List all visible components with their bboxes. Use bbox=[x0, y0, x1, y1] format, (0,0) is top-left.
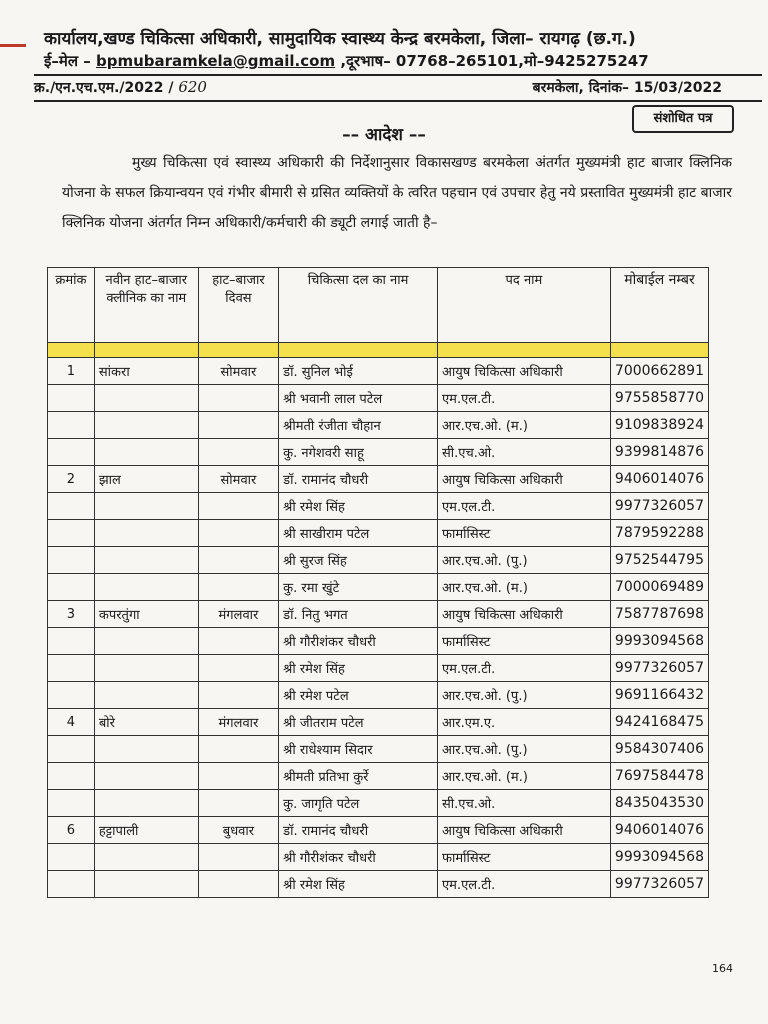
reference-row bbox=[34, 78, 762, 102]
post-cell: आर.एम.ए. bbox=[437, 709, 610, 736]
day-cell bbox=[198, 736, 278, 763]
post-cell: एम.एल.टी. bbox=[437, 493, 610, 520]
day-cell bbox=[198, 655, 278, 682]
mobile-cell: 9691166432 bbox=[610, 682, 708, 709]
table-row bbox=[48, 763, 709, 790]
serial-cell bbox=[48, 547, 95, 574]
clinic-cell bbox=[94, 520, 198, 547]
post-cell: आर.एच.ओ. (पु.) bbox=[437, 736, 610, 763]
team-member-cell: श्री रमेश सिंह bbox=[279, 493, 438, 520]
day-cell bbox=[198, 574, 278, 601]
day-cell: सोमवार bbox=[198, 358, 278, 385]
header-rule bbox=[34, 74, 762, 76]
clinic-cell bbox=[94, 790, 198, 817]
serial-cell bbox=[48, 574, 95, 601]
day-cell: मंगलवार bbox=[198, 709, 278, 736]
table-header-row bbox=[48, 268, 709, 343]
mobile-cell: 9977326057 bbox=[610, 655, 708, 682]
serial-cell bbox=[48, 655, 95, 682]
table-row bbox=[48, 439, 709, 466]
team-member-cell: श्री राधेश्याम सिदार bbox=[279, 736, 438, 763]
mobile-cell: 9977326057 bbox=[610, 493, 708, 520]
clinic-cell bbox=[94, 844, 198, 871]
day-cell bbox=[198, 682, 278, 709]
day-cell: बुधवार bbox=[198, 817, 278, 844]
clinic-cell bbox=[94, 574, 198, 601]
serial-cell: 6 bbox=[48, 817, 95, 844]
day-cell: मंगलवार bbox=[198, 601, 278, 628]
mobile-cell: 9406014076 bbox=[610, 817, 708, 844]
post-cell: आर.एच.ओ. (पु.) bbox=[437, 547, 610, 574]
paragraph-text: मुख्य चिकित्सा एवं स्वास्थ्य अधिकारी की निर्देशानुसार विकासखण्ड बरमकेला अंतर्गत मुख्यमंत्री हाट बाजार क्लिनिक योजना के सफल क्रियान्वयन एवं गंभीर बीमारी से ग्रसित व्यक्तियों के त्वरित पहचान एवं उपचार हेतु नये प्रस्तावित मुख्यमंत्री हाट बाजार क्लिनिक योजना अंतर्गत निम्न अधिकारी/कर्मचारी की ड्यूटी लगाई जाती है– bbox=[62, 155, 732, 231]
post-cell: फार्मासिस्ट bbox=[437, 844, 610, 871]
highlight-cell bbox=[610, 343, 708, 358]
table-row bbox=[48, 709, 709, 736]
team-member-cell: कु. रमा खुंटे bbox=[279, 574, 438, 601]
table-row bbox=[48, 412, 709, 439]
reference-number bbox=[34, 78, 207, 97]
clinic-cell bbox=[94, 385, 198, 412]
mobile-cell: 9424168475 bbox=[610, 709, 708, 736]
reference-prefix: क्र./एन.एच.एम./2022 / bbox=[34, 80, 174, 96]
serial-cell: 2 bbox=[48, 466, 95, 493]
mobile-cell: 9993094568 bbox=[610, 844, 708, 871]
post-cell: एम.एल.टी. bbox=[437, 385, 610, 412]
header-clinic: नवीन हाट–बाजार क्लीनिक का नाम bbox=[94, 268, 198, 343]
table-row bbox=[48, 871, 709, 898]
serial-cell bbox=[48, 439, 95, 466]
team-member-cell: श्री रमेश सिंह bbox=[279, 871, 438, 898]
table-row bbox=[48, 601, 709, 628]
team-member-cell: श्री रमेश सिंह bbox=[279, 655, 438, 682]
serial-cell bbox=[48, 844, 95, 871]
post-cell: आयुष चिकित्सा अधिकारी bbox=[437, 817, 610, 844]
highlight-cell bbox=[94, 343, 198, 358]
post-cell: फार्मासिस्ट bbox=[437, 520, 610, 547]
mobile-cell: 8435043530 bbox=[610, 790, 708, 817]
email-label: ई–मेल – bbox=[44, 52, 91, 70]
day-cell bbox=[198, 520, 278, 547]
day-cell bbox=[198, 439, 278, 466]
team-member-cell: डॉ. रामानंद चौधरी bbox=[279, 817, 438, 844]
clinic-cell bbox=[94, 439, 198, 466]
clinic-cell bbox=[94, 493, 198, 520]
table-row bbox=[48, 628, 709, 655]
table-row bbox=[48, 817, 709, 844]
day-cell bbox=[198, 493, 278, 520]
team-member-cell: डॉ. नितु भगत bbox=[279, 601, 438, 628]
post-cell: आर.एच.ओ. (म.) bbox=[437, 763, 610, 790]
day-cell bbox=[198, 628, 278, 655]
post-cell: आर.एच.ओ. (पु.) bbox=[437, 682, 610, 709]
highlight-cell bbox=[48, 343, 95, 358]
serial-cell bbox=[48, 628, 95, 655]
day-cell: सोमवार bbox=[198, 466, 278, 493]
header-serial: क्रमांक bbox=[48, 268, 95, 343]
day-cell bbox=[198, 763, 278, 790]
day-cell bbox=[198, 871, 278, 898]
serial-cell: 4 bbox=[48, 709, 95, 736]
table-row bbox=[48, 790, 709, 817]
day-cell bbox=[198, 844, 278, 871]
post-cell: आर.एच.ओ. (म.) bbox=[437, 574, 610, 601]
place-date: बरमकेला, दिनांक– 15/03/2022 bbox=[532, 80, 722, 96]
mobile-cell: 9399814876 bbox=[610, 439, 708, 466]
serial-cell bbox=[48, 520, 95, 547]
clinic-cell: सांकरा bbox=[94, 358, 198, 385]
serial-cell bbox=[48, 871, 95, 898]
highlight-cell bbox=[198, 343, 278, 358]
serial-cell bbox=[48, 412, 95, 439]
post-cell: आयुष चिकित्सा अधिकारी bbox=[437, 466, 610, 493]
team-member-cell: श्री गौरीशंकर चौधरी bbox=[279, 628, 438, 655]
team-member-cell: श्री जीतराम पटेल bbox=[279, 709, 438, 736]
serial-cell bbox=[48, 493, 95, 520]
mobile-cell: 9752544795 bbox=[610, 547, 708, 574]
table-row bbox=[48, 358, 709, 385]
email-link[interactable]: bpmubaramkela@gmail.com bbox=[95, 52, 336, 70]
clinic-cell: हट्टापाली bbox=[94, 817, 198, 844]
reference-rule bbox=[34, 100, 762, 102]
team-member-cell: डॉ. सुनिल भोई bbox=[279, 358, 438, 385]
page-number: 164 bbox=[712, 962, 733, 975]
mobile-cell: 7697584478 bbox=[610, 763, 708, 790]
duty-table bbox=[47, 267, 709, 898]
header-post: पद नाम bbox=[437, 268, 610, 343]
serial-cell: 3 bbox=[48, 601, 95, 628]
office-heading: कार्यालय,खण्ड चिकित्सा अधिकारी, सामुदायिक स्वास्थ्य केन्द्र बरमकेला, जिला– रायगढ़ (छ.ग.) bbox=[44, 29, 636, 49]
clinic-cell bbox=[94, 412, 198, 439]
serial-cell bbox=[48, 790, 95, 817]
post-cell: फार्मासिस्ट bbox=[437, 628, 610, 655]
mobile-cell: 9584307406 bbox=[610, 736, 708, 763]
clinic-cell: कपरतुंगा bbox=[94, 601, 198, 628]
table-body bbox=[48, 343, 709, 898]
highlight-row bbox=[48, 343, 709, 358]
revised-letter-stamp: संशोधित पत्र bbox=[632, 105, 734, 133]
margin-mark bbox=[0, 44, 26, 47]
clinic-cell bbox=[94, 547, 198, 574]
mobile-cell: 9993094568 bbox=[610, 628, 708, 655]
day-cell bbox=[198, 547, 278, 574]
mobile-cell: 9977326057 bbox=[610, 871, 708, 898]
table-row bbox=[48, 844, 709, 871]
mobile-cell: 7000662891 bbox=[610, 358, 708, 385]
mobile-cell: 9109838924 bbox=[610, 412, 708, 439]
handwritten-ref-number: 620 bbox=[178, 78, 207, 96]
serial-cell bbox=[48, 682, 95, 709]
team-member-cell: श्री सुरज सिंह bbox=[279, 547, 438, 574]
team-member-cell: कु. जागृति पटेल bbox=[279, 790, 438, 817]
team-member-cell: श्रीमती प्रतिभा कुर्रे bbox=[279, 763, 438, 790]
team-member-cell: श्री गौरीशंकर चौधरी bbox=[279, 844, 438, 871]
clinic-cell bbox=[94, 871, 198, 898]
serial-cell bbox=[48, 763, 95, 790]
post-cell: आर.एच.ओ. (म.) bbox=[437, 412, 610, 439]
header-mobile: मोबाईल नम्बर bbox=[610, 268, 708, 343]
highlight-cell bbox=[279, 343, 438, 358]
team-member-cell: श्री रमेश पटेल bbox=[279, 682, 438, 709]
order-paragraph bbox=[62, 148, 732, 238]
mobile-cell: 7587787698 bbox=[610, 601, 708, 628]
clinic-cell: बोरे bbox=[94, 709, 198, 736]
clinic-cell bbox=[94, 736, 198, 763]
table-row bbox=[48, 520, 709, 547]
table-row bbox=[48, 655, 709, 682]
table-row bbox=[48, 493, 709, 520]
day-cell bbox=[198, 385, 278, 412]
post-cell: सी.एच.ओ. bbox=[437, 439, 610, 466]
clinic-cell bbox=[94, 682, 198, 709]
team-member-cell: श्री साखीराम पटेल bbox=[279, 520, 438, 547]
clinic-cell bbox=[94, 655, 198, 682]
header-team: चिकित्सा दल का नाम bbox=[279, 268, 438, 343]
clinic-cell: झाल bbox=[94, 466, 198, 493]
team-member-cell: कु. नगेशवरी साहू bbox=[279, 439, 438, 466]
team-member-cell: श्री भवानी लाल पटेल bbox=[279, 385, 438, 412]
post-cell: एम.एल.टी. bbox=[437, 871, 610, 898]
contact-line bbox=[44, 51, 764, 71]
header-day: हाट–बाजार दिवस bbox=[198, 268, 278, 343]
mobile-cell: 9406014076 bbox=[610, 466, 708, 493]
table-row bbox=[48, 682, 709, 709]
table-row bbox=[48, 385, 709, 412]
team-member-cell: श्रीमती रंजीता चौहान bbox=[279, 412, 438, 439]
table-row bbox=[48, 466, 709, 493]
highlight-cell bbox=[437, 343, 610, 358]
table-row bbox=[48, 547, 709, 574]
order-title: –– आदेश –– bbox=[342, 125, 426, 145]
serial-cell: 1 bbox=[48, 358, 95, 385]
day-cell bbox=[198, 412, 278, 439]
day-cell bbox=[198, 790, 278, 817]
clinic-cell bbox=[94, 628, 198, 655]
mobile-cell: 9755858770 bbox=[610, 385, 708, 412]
phone-text: ,दूरभाष– 07768–265101,मो–9425275247 bbox=[340, 52, 649, 70]
post-cell: आयुष चिकित्सा अधिकारी bbox=[437, 601, 610, 628]
table-row bbox=[48, 736, 709, 763]
table-row bbox=[48, 574, 709, 601]
clinic-cell bbox=[94, 763, 198, 790]
serial-cell bbox=[48, 736, 95, 763]
serial-cell bbox=[48, 385, 95, 412]
mobile-cell: 7879592288 bbox=[610, 520, 708, 547]
post-cell: सी.एच.ओ. bbox=[437, 790, 610, 817]
post-cell: एम.एल.टी. bbox=[437, 655, 610, 682]
team-member-cell: डॉ. रामानंद चौधरी bbox=[279, 466, 438, 493]
mobile-cell: 7000069489 bbox=[610, 574, 708, 601]
post-cell: आयुष चिकित्सा अधिकारी bbox=[437, 358, 610, 385]
